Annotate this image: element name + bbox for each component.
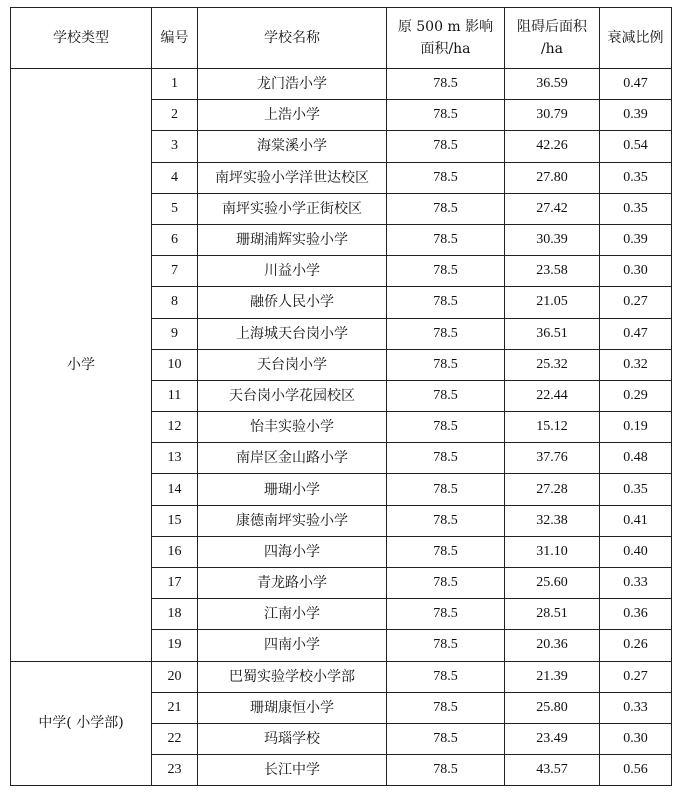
header-ratio: 衰减比例 bbox=[600, 8, 672, 69]
original-area-cell: 78.5 bbox=[387, 256, 505, 287]
ratio-cell: 0.47 bbox=[600, 318, 672, 349]
ratio-cell: 0.32 bbox=[600, 349, 672, 380]
ratio-cell: 0.33 bbox=[600, 692, 672, 723]
ratio-cell: 0.54 bbox=[600, 131, 672, 162]
id-cell: 11 bbox=[152, 380, 198, 411]
ratio-cell: 0.19 bbox=[600, 412, 672, 443]
original-area-cell: 78.5 bbox=[387, 100, 505, 131]
ratio-cell: 0.35 bbox=[600, 193, 672, 224]
after-area-cell: 30.79 bbox=[505, 100, 600, 131]
after-area-cell: 43.57 bbox=[505, 755, 600, 786]
after-area-cell: 30.39 bbox=[505, 224, 600, 255]
school-name-cell: 珊瑚康恒小学 bbox=[198, 692, 387, 723]
original-area-cell: 78.5 bbox=[387, 630, 505, 661]
original-area-cell: 78.5 bbox=[387, 755, 505, 786]
after-area-cell: 27.28 bbox=[505, 474, 600, 505]
school-name-cell: 上浩小学 bbox=[198, 100, 387, 131]
id-cell: 10 bbox=[152, 349, 198, 380]
header-after-area: 阻碍后面积 /ha bbox=[505, 8, 600, 69]
original-area-cell: 78.5 bbox=[387, 224, 505, 255]
original-area-cell: 78.5 bbox=[387, 568, 505, 599]
id-cell: 19 bbox=[152, 630, 198, 661]
original-area-cell: 78.5 bbox=[387, 131, 505, 162]
school-name-cell: 南坪实验小学正街校区 bbox=[198, 193, 387, 224]
after-area-cell: 23.49 bbox=[505, 723, 600, 754]
school-name-cell: 巴蜀实验学校小学部 bbox=[198, 661, 387, 692]
ratio-cell: 0.47 bbox=[600, 69, 672, 100]
header-school-name: 学校名称 bbox=[198, 8, 387, 69]
ratio-cell: 0.27 bbox=[600, 661, 672, 692]
id-cell: 22 bbox=[152, 723, 198, 754]
original-area-cell: 78.5 bbox=[387, 349, 505, 380]
after-area-cell: 32.38 bbox=[505, 505, 600, 536]
id-cell: 9 bbox=[152, 318, 198, 349]
id-cell: 3 bbox=[152, 131, 198, 162]
ratio-cell: 0.30 bbox=[600, 256, 672, 287]
after-area-cell: 23.58 bbox=[505, 256, 600, 287]
school-impact-table bbox=[10, 7, 672, 786]
school-name-cell: 天台岗小学花园校区 bbox=[198, 380, 387, 411]
id-cell: 18 bbox=[152, 599, 198, 630]
id-cell: 4 bbox=[152, 162, 198, 193]
school-name-cell: 上海城天台岗小学 bbox=[198, 318, 387, 349]
ratio-cell: 0.56 bbox=[600, 755, 672, 786]
ratio-cell: 0.41 bbox=[600, 505, 672, 536]
after-area-cell: 37.76 bbox=[505, 443, 600, 474]
ratio-cell: 0.29 bbox=[600, 380, 672, 411]
id-cell: 15 bbox=[152, 505, 198, 536]
school-name-cell: 长江中学 bbox=[198, 755, 387, 786]
school-name-cell: 珊瑚浦辉实验小学 bbox=[198, 224, 387, 255]
id-cell: 13 bbox=[152, 443, 198, 474]
after-area-cell: 42.26 bbox=[505, 131, 600, 162]
after-area-cell: 25.80 bbox=[505, 692, 600, 723]
after-area-cell: 27.80 bbox=[505, 162, 600, 193]
original-area-cell: 78.5 bbox=[387, 505, 505, 536]
id-cell: 17 bbox=[152, 568, 198, 599]
school-name-cell: 康德南坪实验小学 bbox=[198, 505, 387, 536]
ratio-cell: 0.36 bbox=[600, 599, 672, 630]
original-area-cell: 78.5 bbox=[387, 318, 505, 349]
table-row bbox=[11, 69, 672, 100]
school-name-cell: 怡丰实验小学 bbox=[198, 412, 387, 443]
header-original-area: 原 500 m 影响面积/ha bbox=[387, 8, 505, 69]
ratio-cell: 0.48 bbox=[600, 443, 672, 474]
after-area-cell: 20.36 bbox=[505, 630, 600, 661]
table-body bbox=[11, 69, 672, 786]
ratio-cell: 0.26 bbox=[600, 630, 672, 661]
after-area-cell: 22.44 bbox=[505, 380, 600, 411]
original-area-cell: 78.5 bbox=[387, 443, 505, 474]
school-name-cell: 玛瑙学校 bbox=[198, 723, 387, 754]
original-area-cell: 78.5 bbox=[387, 193, 505, 224]
original-area-cell: 78.5 bbox=[387, 162, 505, 193]
id-cell: 8 bbox=[152, 287, 198, 318]
after-area-cell: 28.51 bbox=[505, 599, 600, 630]
id-cell: 20 bbox=[152, 661, 198, 692]
school-type-cell: 中学( 小学部) bbox=[11, 661, 152, 786]
school-name-cell: 四海小学 bbox=[198, 536, 387, 567]
id-cell: 5 bbox=[152, 193, 198, 224]
school-name-cell: 川益小学 bbox=[198, 256, 387, 287]
id-cell: 2 bbox=[152, 100, 198, 131]
school-name-cell: 南岸区金山路小学 bbox=[198, 443, 387, 474]
school-type-cell: 小学 bbox=[11, 69, 152, 662]
after-area-cell: 25.60 bbox=[505, 568, 600, 599]
school-name-cell: 海棠溪小学 bbox=[198, 131, 387, 162]
header-id: 编号 bbox=[152, 8, 198, 69]
after-area-cell: 31.10 bbox=[505, 536, 600, 567]
after-area-cell: 21.05 bbox=[505, 287, 600, 318]
ratio-cell: 0.27 bbox=[600, 287, 672, 318]
id-cell: 14 bbox=[152, 474, 198, 505]
ratio-cell: 0.39 bbox=[600, 100, 672, 131]
id-cell: 16 bbox=[152, 536, 198, 567]
id-cell: 7 bbox=[152, 256, 198, 287]
school-name-cell: 珊瑚小学 bbox=[198, 474, 387, 505]
school-name-cell: 龙门浩小学 bbox=[198, 69, 387, 100]
original-area-cell: 78.5 bbox=[387, 380, 505, 411]
school-name-cell: 融侨人民小学 bbox=[198, 287, 387, 318]
original-area-cell: 78.5 bbox=[387, 287, 505, 318]
ratio-cell: 0.35 bbox=[600, 474, 672, 505]
school-name-cell: 江南小学 bbox=[198, 599, 387, 630]
original-area-cell: 78.5 bbox=[387, 536, 505, 567]
school-name-cell: 天台岗小学 bbox=[198, 349, 387, 380]
ratio-cell: 0.39 bbox=[600, 224, 672, 255]
ratio-cell: 0.30 bbox=[600, 723, 672, 754]
after-area-cell: 36.59 bbox=[505, 69, 600, 100]
school-name-cell: 南坪实验小学洋世达校区 bbox=[198, 162, 387, 193]
school-name-cell: 四南小学 bbox=[198, 630, 387, 661]
original-area-cell: 78.5 bbox=[387, 599, 505, 630]
original-area-cell: 78.5 bbox=[387, 661, 505, 692]
ratio-cell: 0.35 bbox=[600, 162, 672, 193]
ratio-cell: 0.40 bbox=[600, 536, 672, 567]
after-area-cell: 27.42 bbox=[505, 193, 600, 224]
id-cell: 12 bbox=[152, 412, 198, 443]
original-area-cell: 78.5 bbox=[387, 723, 505, 754]
after-area-cell: 36.51 bbox=[505, 318, 600, 349]
table-row bbox=[11, 661, 672, 692]
original-area-cell: 78.5 bbox=[387, 474, 505, 505]
table-header bbox=[11, 8, 672, 69]
original-area-cell: 78.5 bbox=[387, 412, 505, 443]
original-area-cell: 78.5 bbox=[387, 69, 505, 100]
id-cell: 1 bbox=[152, 69, 198, 100]
header-row bbox=[11, 8, 672, 69]
id-cell: 21 bbox=[152, 692, 198, 723]
after-area-cell: 15.12 bbox=[505, 412, 600, 443]
original-area-cell: 78.5 bbox=[387, 692, 505, 723]
ratio-cell: 0.33 bbox=[600, 568, 672, 599]
id-cell: 6 bbox=[152, 224, 198, 255]
id-cell: 23 bbox=[152, 755, 198, 786]
school-name-cell: 青龙路小学 bbox=[198, 568, 387, 599]
after-area-cell: 21.39 bbox=[505, 661, 600, 692]
header-school-type: 学校类型 bbox=[11, 8, 152, 69]
after-area-cell: 25.32 bbox=[505, 349, 600, 380]
